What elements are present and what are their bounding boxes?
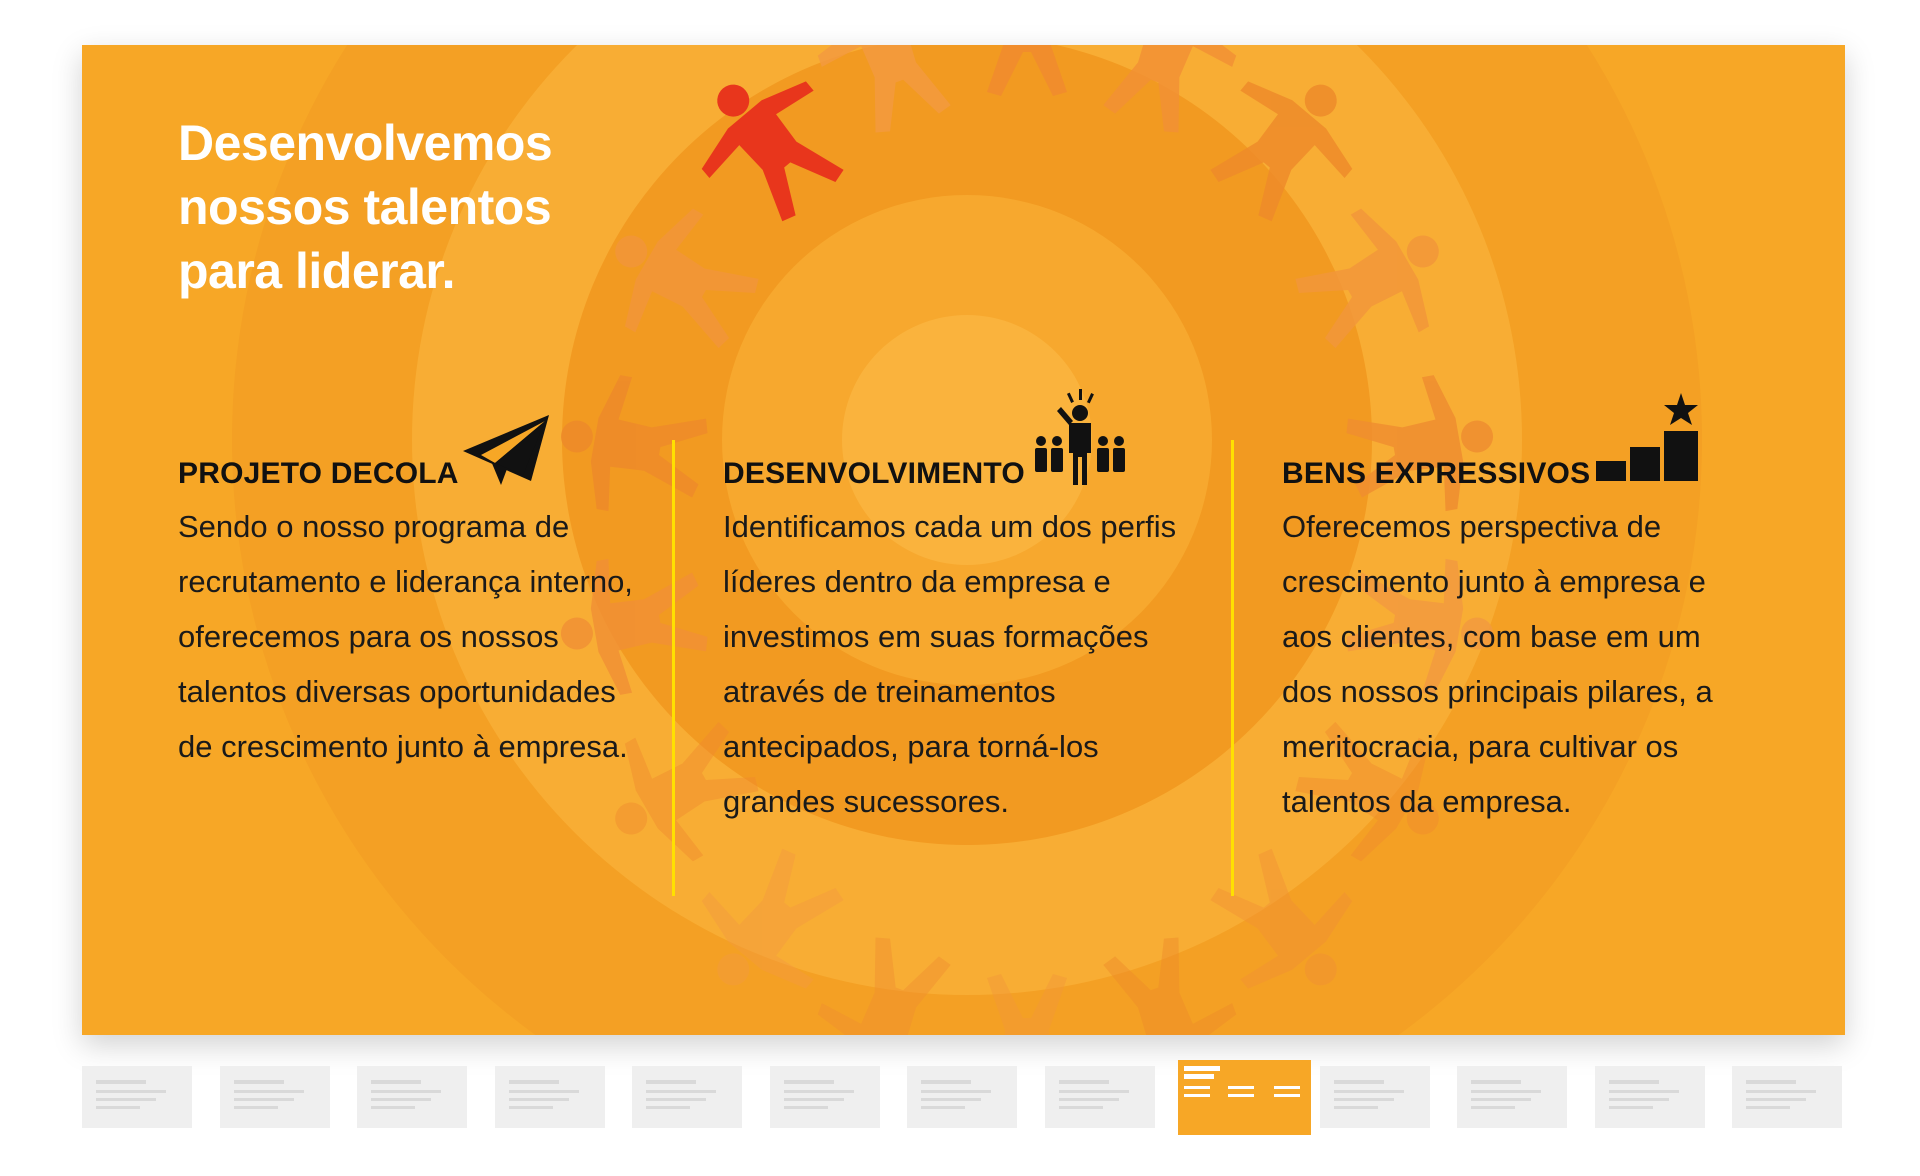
thumbnail-content-line xyxy=(1184,1094,1210,1097)
thumbnail-content-line xyxy=(1746,1098,1806,1101)
thumbnail-content-line xyxy=(371,1098,431,1101)
paper-figure xyxy=(959,45,1095,96)
slide-thumbnail-active[interactable] xyxy=(1178,1060,1311,1135)
thumbnail-content-line xyxy=(1609,1098,1669,1101)
thumbnail-content-line xyxy=(509,1098,569,1101)
thumbnail-content-line xyxy=(1274,1094,1300,1097)
paper-plane-icon xyxy=(461,411,551,495)
slide-thumbnail[interactable] xyxy=(220,1066,330,1128)
thumbnail-content-line xyxy=(234,1080,284,1084)
slide-thumbnail[interactable] xyxy=(1732,1066,1842,1128)
thumbnail-content-line xyxy=(96,1090,166,1093)
slide-thumbnail[interactable] xyxy=(1457,1066,1567,1128)
thumbnail-content-line xyxy=(1471,1098,1531,1101)
thumbnail-content-line xyxy=(371,1106,415,1109)
thumbnail-content-line xyxy=(1059,1106,1103,1109)
column-text: Sendo o nosso programa de recrutamento e liderança interno, oferecemos para os nossos talentos diversas oportunidades de crescimento junto à empresa. xyxy=(178,509,633,764)
thumbnail-content-line xyxy=(509,1106,553,1109)
slide-thumbnail[interactable] xyxy=(1595,1066,1705,1128)
paper-figure xyxy=(801,45,978,146)
thumbnail-content-line xyxy=(509,1080,559,1084)
thumbnail-content-line xyxy=(234,1090,304,1093)
column-bens-expressivos xyxy=(1282,413,1752,829)
thumbnail-content-line xyxy=(921,1098,981,1101)
thumbnail-content-line xyxy=(1334,1090,1404,1093)
thumbnail-content-line xyxy=(96,1080,146,1084)
thumbnail-content-line xyxy=(1228,1086,1254,1089)
thumbnail-content-line xyxy=(1471,1080,1521,1084)
slide-canvas xyxy=(82,45,1845,1035)
thumbnail-content-line xyxy=(234,1098,294,1101)
thumbnail-content-line xyxy=(1609,1080,1659,1084)
slide-thumbnail[interactable] xyxy=(357,1066,467,1128)
column-title: BENS EXPRESSIVOS xyxy=(1282,457,1591,490)
thumbnail-content-line xyxy=(1609,1106,1653,1109)
slide-thumbnail[interactable] xyxy=(770,1066,880,1128)
team-leader-icon xyxy=(1027,387,1137,495)
paper-figure xyxy=(671,828,868,1026)
slide-thumbnail-strip xyxy=(82,1056,1845,1126)
slide-thumbnail[interactable] xyxy=(495,1066,605,1128)
thumbnail-content-line xyxy=(646,1098,706,1101)
thumbnail-content-line xyxy=(1334,1080,1384,1084)
paper-figure xyxy=(1076,924,1253,1035)
thumbnail-content-line xyxy=(784,1090,854,1093)
paper-figure xyxy=(1076,45,1253,146)
thumbnail-content-line xyxy=(784,1106,828,1109)
thumbnail-content-line xyxy=(646,1090,716,1093)
thumbnail-content-line xyxy=(784,1098,844,1101)
thumbnail-content-line xyxy=(921,1090,991,1093)
thumbnail-content-line xyxy=(1334,1106,1378,1109)
thumbnail-content-line xyxy=(1471,1090,1541,1093)
thumbnail-content-line xyxy=(371,1080,421,1084)
paper-figure xyxy=(959,974,1095,1035)
growth-steps-star-icon xyxy=(1592,391,1704,495)
paper-figure xyxy=(801,924,978,1035)
thumbnail-content-line xyxy=(1059,1090,1129,1093)
thumbnail-content-line xyxy=(1059,1098,1119,1101)
thumbnail-content-line xyxy=(921,1080,971,1084)
slide-headline: Desenvolvemos nossos talentos para liderar. xyxy=(178,115,553,299)
thumbnail-content-line xyxy=(921,1106,965,1109)
slide-thumbnail[interactable] xyxy=(82,1066,192,1128)
column-title: DESENVOLVIMENTO xyxy=(723,457,1025,490)
column-desenvolvimento xyxy=(723,413,1203,829)
paper-figure xyxy=(1186,45,1383,242)
thumbnail-content-line xyxy=(1746,1106,1790,1109)
slide-thumbnail[interactable] xyxy=(632,1066,742,1128)
slide-thumbnail[interactable] xyxy=(1320,1066,1430,1128)
slide-thumbnail[interactable] xyxy=(907,1066,1017,1128)
thumbnail-content-line xyxy=(1059,1080,1109,1084)
thumbnail-content-line xyxy=(234,1106,278,1109)
thumbnail-content-line xyxy=(96,1106,140,1109)
thumbnail-content-line xyxy=(1746,1090,1816,1093)
thumbnail-content-line xyxy=(1184,1066,1220,1071)
thumbnail-content-line xyxy=(646,1106,690,1109)
paper-figure xyxy=(671,45,868,242)
thumbnail-content-line xyxy=(1184,1086,1210,1089)
column-divider xyxy=(672,440,675,896)
column-projeto-decola xyxy=(178,413,658,774)
column-divider xyxy=(1231,440,1234,896)
thumbnail-content-line xyxy=(1746,1080,1796,1084)
thumbnail-content-line xyxy=(1184,1074,1214,1079)
thumbnail-content-line xyxy=(646,1080,696,1084)
column-title: PROJETO DECOLA xyxy=(178,457,459,490)
paper-figure xyxy=(1186,828,1383,1026)
column-text: Oferecemos perspectiva de crescimento junto à empresa e aos clientes, com base em um dos nossos principais pilares, a meritocracia, para cultivar os talentos da empresa. xyxy=(1282,509,1713,819)
thumbnail-content-line xyxy=(371,1090,441,1093)
thumbnail-content-line xyxy=(1334,1098,1394,1101)
thumbnail-content-line xyxy=(1228,1094,1254,1097)
paper-figure xyxy=(583,185,776,375)
thumbnail-content-line xyxy=(509,1090,579,1093)
thumbnail-content-line xyxy=(1609,1090,1679,1093)
thumbnail-content-line xyxy=(1274,1086,1300,1089)
slide-thumbnail[interactable] xyxy=(1045,1066,1155,1128)
column-text: Identificamos cada um dos perfis líderes dentro da empresa e investimos em suas formações através de treinamentos antecipados, para torná-los grandes sucessores. xyxy=(723,509,1177,819)
thumbnail-content-line xyxy=(784,1080,834,1084)
paper-figure xyxy=(1278,185,1471,375)
thumbnail-content-line xyxy=(1471,1106,1515,1109)
thumbnail-content-line xyxy=(96,1098,156,1101)
